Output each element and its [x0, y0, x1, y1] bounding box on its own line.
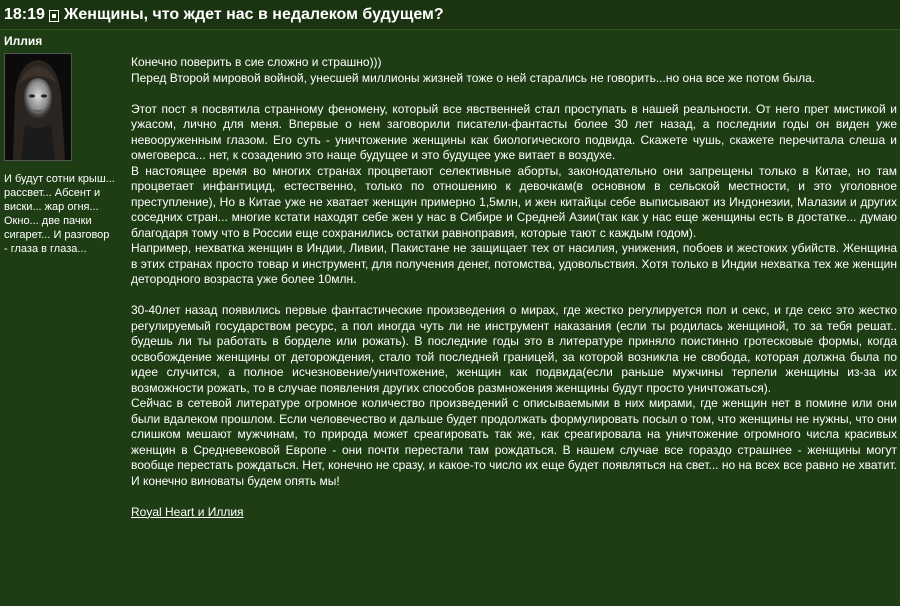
post-paragraph: 30-40лет назад появились первые фантастические произведения о мирах, где жестко регулируется пол и секс, и где секс это жестко регулируемый государством ресурс, а пол иногда чуть ли не инструмент наказания (если ты родилась женщиной, то за тебя решат.. будешь ли ты работать в борделе или рожать). В последние годы это в литературе приняло поистинно гротесковые формы, когда освобождение женщины от деторождения, стало той последней границей, за которой возникла не свобода, которая должна была по идее случится, а полное исчезновение/уничтожение, женщин как подвида(если раньше мужчины терпели женщины из-за их возможности рожать, то в случае появления других способов размножения женщины будут просто уничтожаться).: [131, 303, 897, 395]
post-time: 18:19: [4, 5, 45, 23]
post-icon[interactable]: [49, 10, 59, 22]
post-paragraph: Перед Второй мировой войной, унесшей миллионы жизней тоже о ней старались не говорить...но она все же потом была.: [131, 70, 816, 85]
user-signature: И будут сотни крыш... рассвет... Абсент и виски... жар огня... Окно... две пачки сигарет... И разговор - глаза в глаза...: [4, 173, 115, 255]
post-paragraph: Этот пост я посвятила странному феномену, который все явственней стал проступать в нашей реальности. От него прет мистикой и ужасом, лично для меня. Впервые о нем заговорили писатели-фантасты более 30 лет назад, а последнии годы он виден уже невооруженным глазом. Его суть - уничтожение женщины как биологического подвида. Скажете чушь, скажете перечитала слеша и омеговерса... нет, к созадению это наще будущее и это будущее уже витает в воздухе.: [131, 101, 897, 162]
post-body: [131, 55, 897, 520]
author-name[interactable]: Иллия: [4, 34, 43, 48]
post-header: [0, 0, 900, 30]
post-paragraph: Сейчас в сетевой литературе огромное количество произведений с описываемыми в них мирами, где женщин нет в помине или они были вдалеком прошлом. Если человечество и дальше будет продолжать формулировать посыл о том, что женщины не нужны, что они слишком мешают мужчинам, то природа может среагировать так же, как среагировала на уничтожение огромного числа красивых женщин в Средневековой Европе - они почти перестали там рождаться. В нашем случае все гораздо страшнее - женщины могут вообще перестать рождаться. Нет, конечно не сразу, и какое-то число их еще будет появляться на свет... но на всех все равно не хватит. И конечно виноваты будем опять мы!: [131, 396, 897, 488]
avatar: [4, 53, 72, 161]
post-paragraph: В настоящее время во многих странах процветают селективные аборты, законодательно они запрещены только в Китае, но там процветает инфантицид, естественно, только по отношению к девочкам(в основном в сельской местности, и это уголовное преступление), Но в Китае уже не хватает женщин примерно 1,5млн, и жен китайцы себе выписывают из Индонезии, Малазии и других соседних стран... многие кстати находят себе жен у нас в Сибире и Средней Азии(так как у нас еще женщины есть в достатке... думаю благодаря тому что в России еще сохранились остатки равноправия, которые тают с каждым годом).: [131, 163, 897, 240]
post-title: Женщины, что ждет нас в недалеком будущем?: [63, 5, 444, 23]
signature-link[interactable]: Royal Heart и Иллия: [131, 504, 244, 519]
post-paragraph: Например, нехватка женщин в Индии, Ливии, Пакистане не защищает тех от насилия, унижения, побоев и жестоких убийств. Женщина в этих странах просто товар и инструмент, для получения денег, потомства, удовольствия. Хотя только в Индии нехватка тех же женщин детородного возраста уже более 10млн.: [131, 241, 897, 286]
post-paragraph: Конечно поверить в сие сложно и страшно))): [131, 55, 382, 69]
